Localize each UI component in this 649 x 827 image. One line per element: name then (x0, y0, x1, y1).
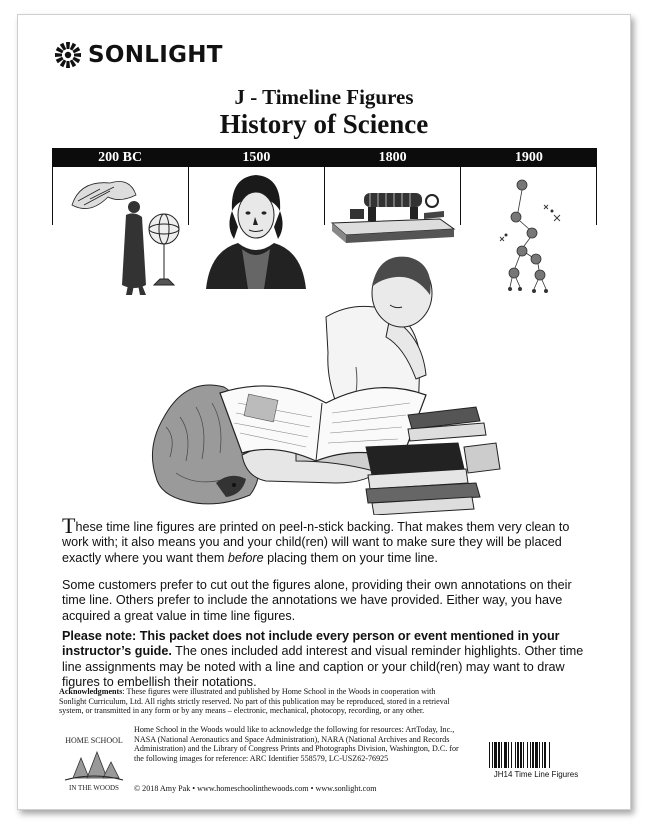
timeline-tick (460, 167, 461, 225)
timeline-tick (188, 167, 189, 225)
timeline-tick (596, 167, 597, 225)
page-title: History of Science (219, 109, 429, 139)
annotations-paragraph: Some customers prefer to cut out the figures alone, providing their own annotations on their time line. Others prefer to include the annotations we have provided. Either way, you have acquired a great value in time line figures. (62, 578, 572, 623)
timeline-label-4: 1900 (514, 150, 543, 165)
intro-text-b: placing them on your time line. (263, 550, 438, 565)
timeline-label-3: 1800 (378, 150, 407, 165)
timeline-label-1: 200 BC (98, 150, 143, 165)
timeline-tick (324, 167, 325, 225)
copyright-footer: © 2018 Amy Pak • www.homeschoolinthewoods.com • www.sonlight.com (134, 784, 377, 793)
note-bold-text: Please note: This packet does not include every person or event mentioned in your instructor’s guide. (62, 629, 560, 659)
barcode-label: JH14 Time Line Figures (493, 770, 579, 779)
note-text: The ones included add interest and visual reminder highlights. Other time line assignments may be noted with a line and caption or your child(ren) may want to draw figures to embellish their notations. (62, 644, 584, 689)
hs-logo-top-text: HOME SCHOOL (65, 736, 123, 745)
page-subtitle: J - Timeline Figures (234, 85, 414, 109)
intro-text-a: hese time line figures are printed on peel-n-stick backing. That makes them very clean to work with; it also means you and your child(ren) will want to make sure they will be placed exactly where you want them (62, 520, 570, 565)
intro-text-emphasis: before (227, 550, 264, 565)
resources-acknowledgment-text: Home School in the Woods would like to acknowledge the following for resources: ArtToday, Inc., NASA (National Aeronautics and Space Administration), NARA (National Archives and Records Administration) and the Library of Congress Prints and Photographs Division, Washington, D.C. for the following images for reference: ARC Identifier 558579, LC-USZ62-76925 (134, 725, 459, 763)
timeline-bar (52, 148, 597, 167)
sonlight-logo (54, 41, 223, 69)
timeline-tick (52, 167, 53, 225)
sun-burst-icon (54, 41, 82, 69)
home-school-in-the-woods-logo (59, 734, 129, 794)
drop-cap: T (62, 513, 76, 538)
intro-paragraph (62, 513, 590, 566)
note-paragraph (62, 629, 590, 690)
telegraph-machine-illustration (328, 179, 458, 245)
barcode-icon (488, 742, 584, 768)
acknowledgments-label: Acknowledgments (59, 687, 123, 696)
packet-cover-page (17, 14, 631, 810)
acknowledgments-body: : These figures were illustrated and published by Home School in the Woods in cooperation with Sonlight Curriculum, Ltd. All rights strictly reserved. No part of this publication may be reproduced, stored in a retrieval system, or transmitted in any form or by any means – electronic, mechanical, photocopy, recording, or any other. (59, 687, 450, 716)
boy-reading-with-dog-illustration (146, 247, 510, 515)
hs-logo-bottom-text: IN THE WOODS (69, 784, 119, 792)
timeline-label-2: 1500 (242, 150, 271, 165)
brand-name: SONLIGHT (88, 42, 223, 68)
acknowledgments-text (59, 687, 459, 716)
